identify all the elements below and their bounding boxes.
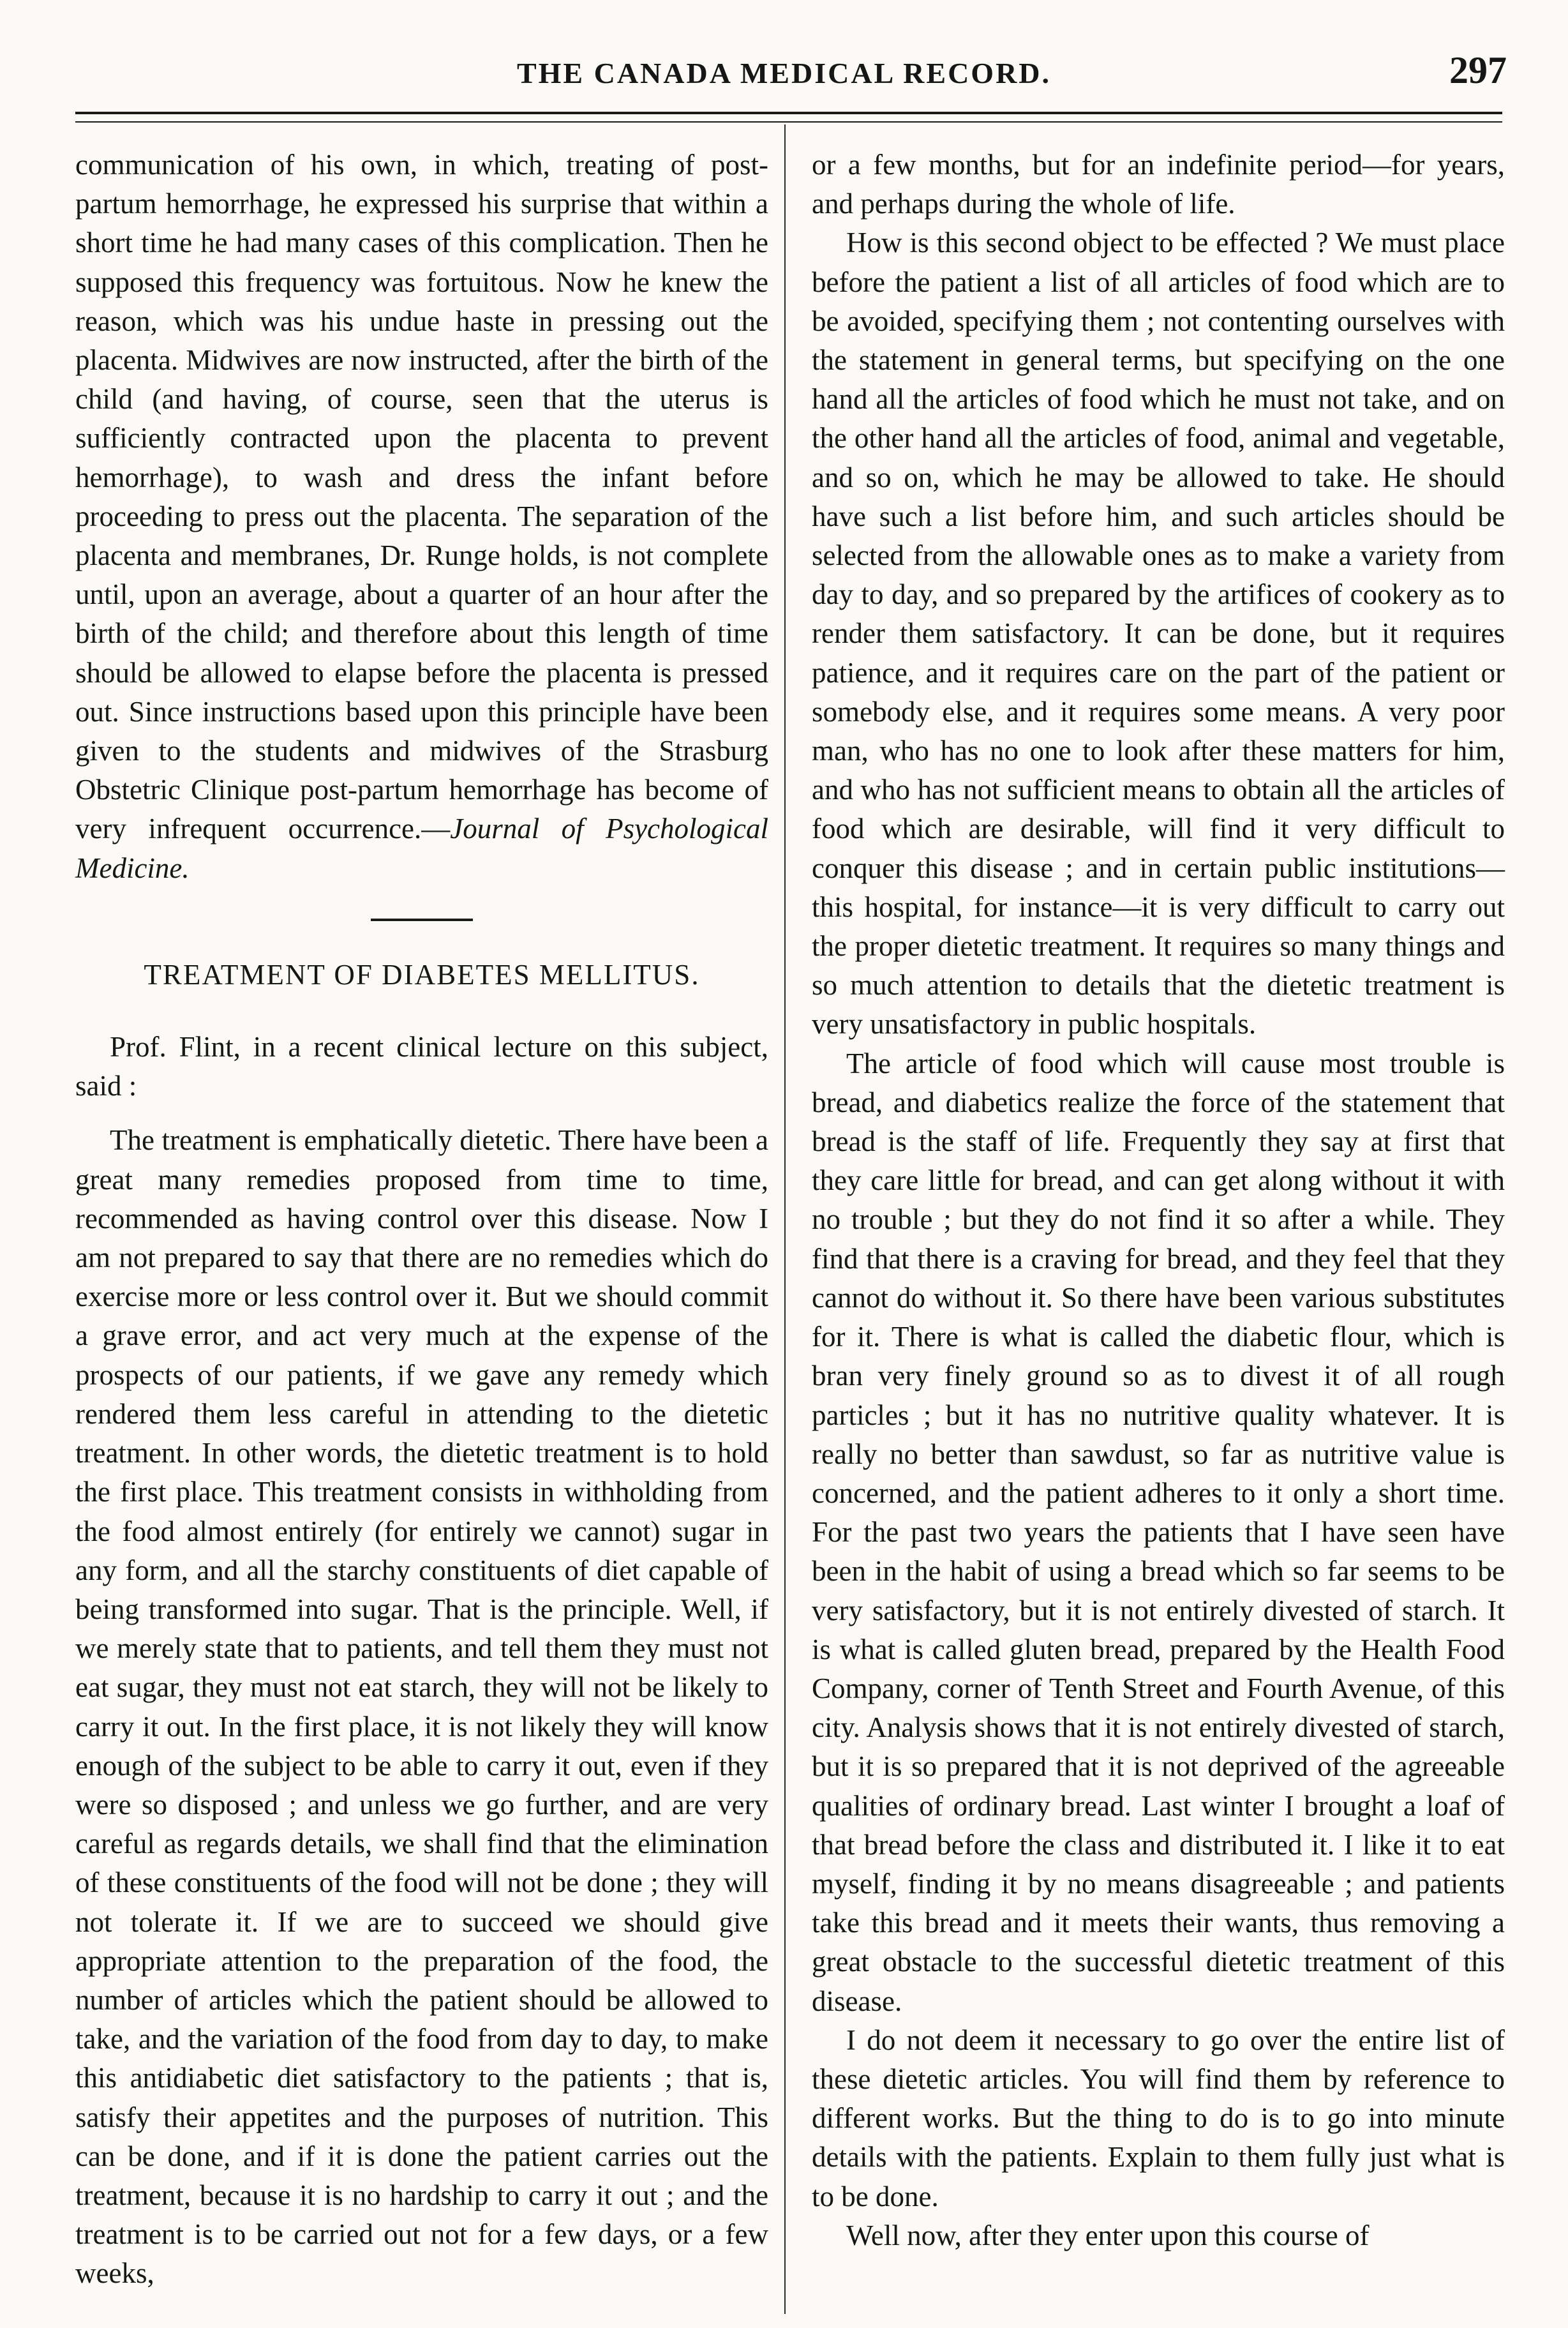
column-divider [784, 124, 786, 2314]
section-title: TREATMENT OF DIABETES MELLITUS. [144, 958, 700, 991]
body-paragraph-right-3: I do not deem it necessary to go over the entire list of these dietetic articles. You will find them by reference to different works. But the thing to do is to go into minute details with the patients. Explain to them fully just what is to be done. [812, 2024, 1505, 2212]
continued-paragraph-text: communication of his own, in which, treating of post-partum hemorrhage, he expressed his surprise that within a short time he had many cases of this complication. Then he supposed this frequency was fortuitous. Now he knew the reason, which was his undue haste in pressing out the placenta. Midwives are now instructed, after the birth of the child (and having, of course, seen that the uterus is sufficiently contracted upon the placenta to prevent hemorrhage), to wash and dress the infant before proceeding to press out the placenta. The separation of the placenta and membranes, Dr. Runge holds, is not complete until, upon an average, about a quarter of an hour after the birth of the child; and therefore about this length of time should be allowed to elapse before the placenta is pressed out. Since instructions based upon this principle have been given to the students and midwives of the Strasburg Obstetric Clinique post-partum hemorrhage has become of very infrequent occurrence.— [75, 149, 768, 845]
intro-paragraph: Prof. Flint, in a recent clinical lecture on this subject, said : [75, 1031, 768, 1102]
source-citation: Journal of Psychological Medicine. [75, 813, 769, 884]
body-paragraph-left-2: The treatment is emphatically dietetic. There have been a great many remedies proposed from time to time, recommended as having control over this disease. Now I am not prepared to say that there are no remedies which do exercise more or less control over it. But we should commit a grave error, and act very much at the expense of the prospects of our patients, if we gave any remedy which rendered them less careful in attending to the dietetic treatment. In other words, the dietetic treatment is to hold the first place. This treatment consists in withholding from the food almost entirely (for entirely we cannot) sugar in any form, and all the starchy constituents of diet capable of being transformed into sugar. That is the principle. Well, if we merely state that to patients, and tell them they must not eat sugar, they must not eat starch, they will not be likely to carry it out. In the first place, it is not likely they will know enough of the subject to be able to carry it out, even if they were so disposed ; and unless we go further, and are very careful as regards details, we shall find that the elimination of these constituents of the food will not be done ; they will not tolerate it. If we are to succeed we should give appropriate attention to the preparation of the food, the number of articles which the patient should be allowed to take, and the variation of the food from day to day, to make this antidiabetic diet satisfactory to the patients ; that is, satisfy their appetites and the purposes of nutrition. This can be done, and if it is done the patient carries out the treatment, because it is no hardship to carry it out ; and the treatment is to be carried out not for a few days, or a few weeks, [75, 1124, 768, 2290]
running-head [0, 31, 1568, 107]
body-paragraph-right-2: The article of food which will cause most trouble is bread, and diabetics realize the force of the statement that bread is the staff of life. Frequently they say at first that they care little for bread, and can get along without it with no trouble ; but they do not find it so after a while. They find that there is a craving for bread, and they feel that they cannot do without it. So there have been various substitutes for it. There is what is called the diabetic flour, which is bran very finely ground so as to divest it of all rough particles ; but it has no nutritive quality whatever. It is really no better than sawdust, so far as nutritive value is concerned, and the patient adheres to it only a short time. For the past two years the patients that I have seen have been in the habit of using a bread which so far seems to be very satisfactory, but it is not entirely divested of starch. It is what is called gluten bread, prepared by the Health Food Company, corner of Tenth Street and Fourth Avenue, of this city. Analysis shows that it is not entirely divested of starch, but it is so prepared that it is not deprived of the agreeable qualities of ordinary bread. Last winter I brought a loaf of that bread before the class and distributed it. I like it to eat myself, finding it by no means disagreeable ; and patients take this bread and it meets their wants, thus removing a great obstacle to the successful dietetic treatment of this disease. [812, 1047, 1505, 2017]
continued-paragraph-left [75, 146, 768, 888]
journal-title: THE CANADA MEDICAL RECORD. [516, 57, 1052, 89]
header-rule-thick [75, 112, 1502, 114]
page-number: 297 [1449, 49, 1507, 91]
right-column [812, 146, 1505, 2255]
paragraph-gap [75, 1106, 768, 1121]
body-paragraph-right-4: Well now, after they enter upon this course of [846, 2219, 1370, 2251]
section-divider-rule [371, 919, 473, 921]
header-rule-thin [75, 121, 1502, 123]
body-paragraph-right-1: How is this second object to be effected ? We must place before the patient a list of all articles of food which are to be avoided, specifying them ; not contenting ourselves with the statement in general terms, but specifying on the one hand all the articles of food which he must not take, and on the other hand all the articles of food, animal and vegetable, and so on, which he may be allowed to take. He should have such a list before him, and such articles should be selected from the allowable ones as to make a variety from day to day, and so prepared by the artifices of cookery as to render them satisfactory. It can be done, but it requires patience, and it requires care on the part of the patient or somebody else, and it requires some means. A very poor man, who has no one to look after these matters for him, and who has not sufficient means to obtain all the articles of food which are desirable, will find it very difficult to conquer this disease ; and in certain public institutions—this hospital, for instance—it is very difficult to carry out the proper dietetic treatment. It requires so many things and so much attention to details that the dietetic treatment is very unsatisfactory in public hospitals. [812, 227, 1505, 1040]
left-column [75, 146, 768, 2294]
continued-paragraph-right: or a few months, but for an indefinite period—for years, and perhaps during the whole of life. [812, 149, 1505, 220]
